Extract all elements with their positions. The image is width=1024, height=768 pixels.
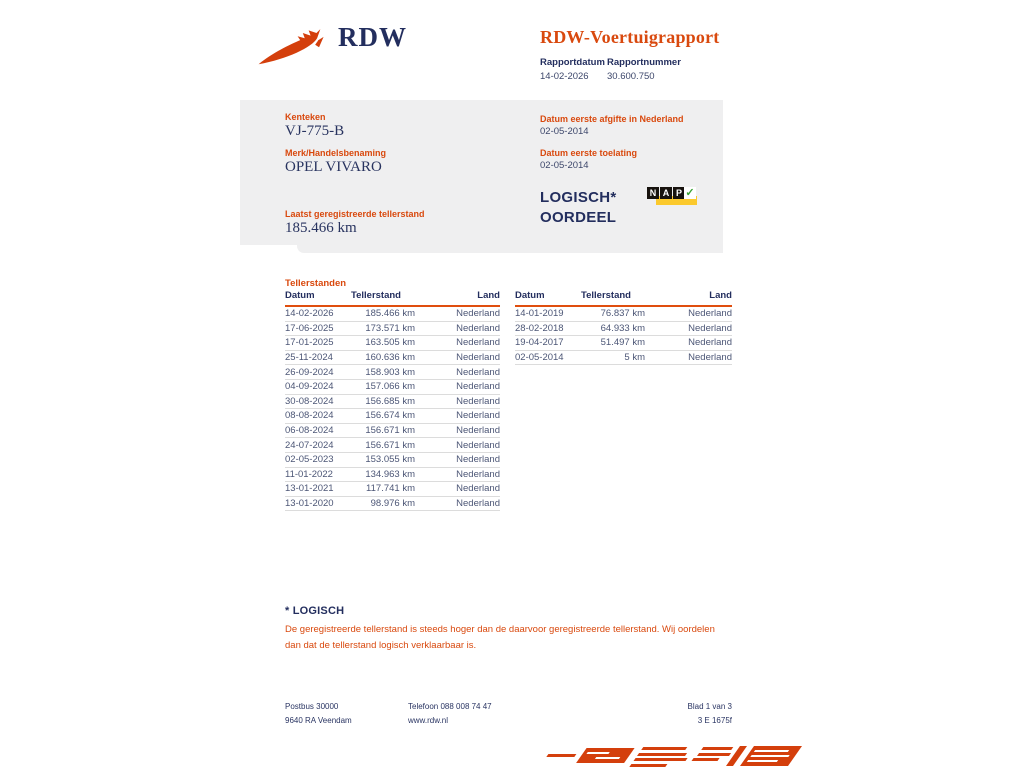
tellerstanden-table-left [285,290,500,511]
nap-letter-a: A [660,187,672,199]
footer-phone: Telefoon 088 008 74 47 [408,702,492,711]
col-datum: Datum [515,290,545,301]
table-row [285,380,500,395]
cell-tellerstand: 98.976 km [370,498,415,510]
cell-land: Nederland [456,395,500,407]
report-date-value: 14-02-2026 [540,71,589,82]
table-row [285,365,500,380]
tellerstand-value: 185.466 km [285,220,357,236]
nap-letter-p: P [673,187,685,199]
tellerstanden-tables [285,290,732,520]
kenteken-label: Kenteken [285,112,326,122]
cell-land: Nederland [456,381,500,393]
cell-datum: 19-04-2017 [515,337,564,349]
cell-land: Nederland [456,468,500,480]
cell-tellerstand: 134.963 km [365,468,415,480]
col-datum: Datum [285,290,315,301]
tellerstanden-table-right [515,290,732,365]
cell-datum: 11-01-2022 [285,468,333,480]
footer-contact [408,700,492,728]
cell-land: Nederland [456,439,500,451]
table-header [515,290,732,307]
cell-tellerstand: 64.933 km [600,322,645,334]
rdw-stripes-decoration-icon [537,744,804,768]
footnote [285,605,717,654]
summary-box-tab [297,245,723,253]
cell-tellerstand: 156.671 km [365,439,415,451]
cell-tellerstand: 156.671 km [365,425,415,437]
cell-datum: 17-01-2025 [285,337,334,349]
rdw-logo [256,22,334,75]
toelating-label: Datum eerste toelating [540,148,638,158]
kenteken-value: VJ-775-B [285,123,345,139]
cell-datum: 13-01-2020 [285,498,334,510]
cell-land: Nederland [456,352,500,364]
col-land: Land [477,290,500,301]
cell-datum: 13-01-2021 [285,483,334,495]
nap-checkmark-icon: ✓ [685,187,695,199]
tellerstanden-title: Tellerstanden [285,278,347,289]
table-row [285,497,500,512]
cell-tellerstand: 157.066 km [365,381,415,393]
table-row [285,453,500,468]
col-land: Land [709,290,732,301]
nap-letter-n: N [647,187,659,199]
report-number-value: 30.600.750 [607,71,655,82]
rdw-feather-icon [256,22,334,70]
cell-tellerstand: 5 km [624,352,645,364]
footer-website: www.rdw.nl [408,716,449,725]
cell-land: Nederland [456,498,500,510]
cell-land: Nederland [456,483,500,495]
footnote-title: * LOGISCH [285,605,345,617]
cell-land: Nederland [688,337,732,349]
cell-land: Nederland [456,425,500,437]
report-date-label: Rapportdatum [540,57,605,68]
table-row [515,322,732,337]
table-body [285,307,500,511]
col-tellerstand: Tellerstand [581,290,631,301]
table-row [285,336,500,351]
nap-logo-icon [647,185,697,207]
cell-tellerstand: 158.903 km [365,366,415,378]
cell-tellerstand: 156.674 km [365,410,415,422]
footer-address [285,700,352,728]
cell-datum: 30-08-2024 [285,395,334,407]
footer-form-code: 3 E 1675f [697,716,732,725]
cell-tellerstand: 185.466 km [365,308,415,320]
cell-land: Nederland [456,454,500,466]
cell-tellerstand: 163.505 km [365,337,415,349]
cell-tellerstand: 51.497 km [600,337,645,349]
cell-datum: 04-09-2024 [285,381,334,393]
cell-land: Nederland [688,322,732,334]
table-header [285,290,500,307]
footer-page-info [632,700,732,728]
col-tellerstand: Tellerstand [351,290,401,301]
oordeel-line2: OORDEEL [540,209,617,226]
table-row [285,424,500,439]
cell-land: Nederland [688,308,732,320]
table-row [285,307,500,322]
cell-tellerstand: 160.636 km [365,352,415,364]
cell-tellerstand: 156.685 km [365,395,415,407]
oordeel-text [540,188,617,228]
page-title: RDW-Voertuigrapport [540,27,720,47]
tellerstand-label: Laatst geregistreerde tellerstand [285,209,425,219]
cell-tellerstand: 153.055 km [365,454,415,466]
table-row [285,482,500,497]
cell-datum: 06-08-2024 [285,425,334,437]
cell-datum: 28-02-2018 [515,322,564,334]
footer-page-number: Blad 1 van 3 [687,702,732,711]
cell-land: Nederland [456,337,500,349]
footer-address-line1: Postbus 30000 [285,702,339,711]
cell-tellerstand: 173.571 km [365,322,415,334]
report-date-block [540,57,605,82]
table-row [285,351,500,366]
cell-land: Nederland [688,352,732,364]
cell-datum: 26-09-2024 [285,366,334,378]
footer-address-line2: 9640 RA Veendam [285,716,352,725]
toelating-value: 02-05-2014 [540,160,589,171]
report-number-label: Rapportnummer [607,57,681,68]
cell-tellerstand: 76.837 km [600,308,645,320]
cell-datum: 02-05-2014 [515,352,564,364]
cell-datum: 25-11-2024 [285,352,333,364]
table-row [285,438,500,453]
table-body [515,307,732,365]
cell-datum: 14-01-2019 [515,308,564,320]
afgifte-value: 02-05-2014 [540,126,589,137]
cell-land: Nederland [456,366,500,378]
table-row [285,322,500,337]
cell-datum: 14-02-2026 [285,308,334,320]
cell-land: Nederland [456,322,500,334]
cell-land: Nederland [456,410,500,422]
cell-datum: 24-07-2024 [285,439,334,451]
cell-datum: 17-06-2025 [285,322,334,334]
merk-label: Merk/Handelsbenaming [285,148,387,158]
table-row [515,307,732,322]
cell-datum: 08-08-2024 [285,410,334,422]
merk-value: OPEL VIVARO [285,159,382,175]
afgifte-label: Datum eerste afgifte in Nederland [540,114,684,124]
table-row [285,468,500,483]
table-row [285,395,500,410]
report-number-block [607,57,681,82]
rdw-logotype: RDW [338,22,407,52]
footnote-text: De geregistreerde tellerstand is steeds hoger dan de daarvoor geregistreerde tellerstand. Wij oordelen dan dat de tellerstand logisch verklaarbaar is. [285,624,715,651]
cell-tellerstand: 117.741 km [366,483,415,495]
cell-land: Nederland [456,308,500,320]
table-row [285,409,500,424]
table-row [515,351,732,366]
oordeel-line1: LOGISCH* [540,189,617,206]
table-row [515,336,732,351]
cell-datum: 02-05-2023 [285,454,334,466]
